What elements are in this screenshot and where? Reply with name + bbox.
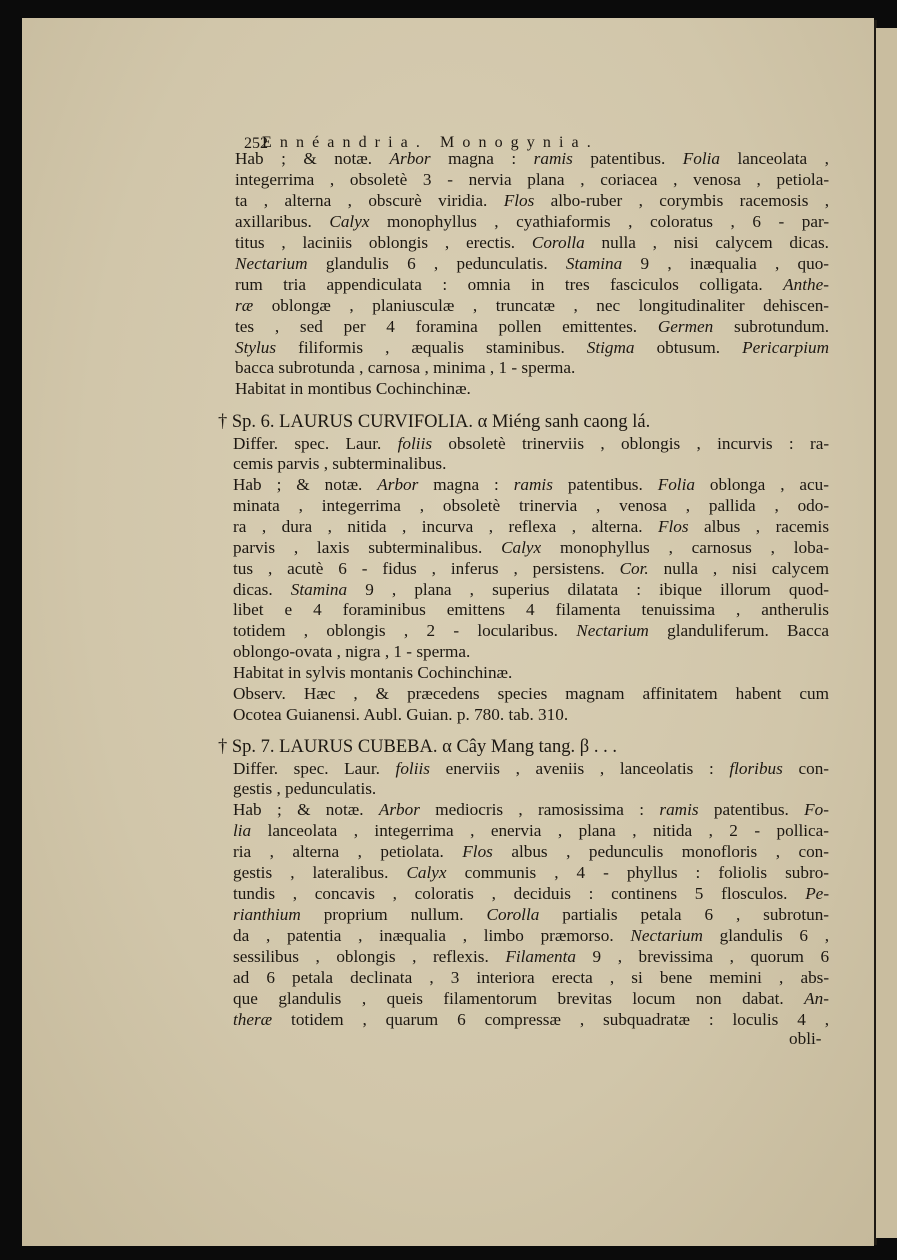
text-line: ria , alterna , petiolata. Flos albus , pedunculis monofloris , con- [233, 842, 829, 861]
text-line: tus , acutè 6 - fidus , inferus , persistens. Cor. nulla , nisi calycem [233, 559, 830, 578]
running-head-text: Ennéandria. Monogynia. [262, 134, 599, 151]
text-line: ta , alterna , obscurè viridia. Flos albo-ruber , corymbis racemosis , [235, 191, 830, 210]
text-line: rianthium proprium nullum. Corolla partialis petala 6 , subrotun- [233, 905, 830, 924]
text-line: ra , dura , nitida , incurva , reflexa , alterna. Flos albus , racemis [233, 517, 830, 536]
text-line: bacca subrotunda , carnosa , minima , 1 - sperma. [235, 358, 576, 377]
species-heading: † Sp. 7. LAURUS CUBEBA. α Câу Mang tang. β . . . [218, 737, 617, 757]
facing-page-edge [876, 28, 897, 1238]
text-line: Differ. spec. Laur. foliis obsoletè trinerviis , oblongis , incurvis : ra- [233, 434, 830, 453]
text-line: obli- [789, 1029, 822, 1048]
book-page [22, 18, 874, 1246]
text-line: Stylus filiformis , æqualis staminibus. Stigma obtusum. Pericarpium [235, 338, 829, 357]
text-line: Hab ; & notæ. Arbor magna : ramis patentibus. Folia oblonga , acu- [233, 475, 829, 494]
text-line: Hab ; & notæ. Arbor magna : ramis patentibus. Folia lanceolata , [235, 149, 829, 168]
text-line: gestis , lateralibus. Calyx communis , 4 - phyllus : foliolis subro- [233, 863, 830, 882]
species-heading: † Sp. 6. LAURUS CURVIFOLIA. α Miéng sanh caong lá. [218, 412, 651, 432]
text-line: sessilibus , oblongis , reflexis. Filamenta 9 , brevissima , quorum 6 [233, 947, 830, 966]
text-line: Nectarium glandulis 6 , pedunculatis. Stamina 9 , inæqualia , quo- [235, 254, 830, 273]
text-line: tes , sed per 4 foramina pollen emittentes. Germen subrotundum. [235, 317, 830, 336]
text-line: titus , laciniis oblongis , erectis. Corolla nulla , nisi calycem dicas. [235, 233, 829, 252]
page-number: 252 [244, 135, 268, 152]
text-line: integerrima , obsoletè 3 - nervia plana , coriacea , venosa , petiola- [235, 170, 830, 189]
text-line: cemis parvis , subterminalibus. [233, 454, 447, 473]
text-line: lia lanceolata , integerrima , enervia , plana , nitida , 2 - pollica- [233, 821, 829, 840]
text-line: Ocotea Guianensi. Aubl. Guian. p. 780. tab. 310. [233, 705, 569, 724]
text-line: theræ totidem , quarum 6 compressæ , subquadratæ : loculis 4 , [233, 1010, 830, 1029]
text-line: gestis , pedunculatis. [233, 779, 377, 798]
text-line: oblongo-ovata , nigra , 1 - sperma. [233, 642, 471, 661]
text-line: totidem , oblongis , 2 - locularibus. Nectarium glanduliferum. Bacca [233, 621, 830, 640]
text-line: ræ oblongæ , planiusculæ , truncatæ , nec longitudinaliter dehiscen- [235, 296, 830, 315]
text-line: tundis , concavis , coloratis , deciduis : continens 5 flosculos. Pe- [233, 884, 830, 903]
text-line: parvis , laxis subterminalibus. Calyx monophyllus , carnosus , loba- [233, 538, 830, 557]
text-line: Hab ; & notæ. Arbor mediocris , ramosissima : ramis patentibus. Fo- [233, 800, 829, 819]
text-line: da , patentia , inæqualia , limbo præmorso. Nectarium glandulis 6 , [233, 926, 830, 945]
text-line: ad 6 petala declinata , 3 interiora erecta , si bene memini , abs- [233, 968, 830, 987]
text-line: Observ. Hæc , & præcedens species magnam affinitatem habent cum [233, 684, 830, 703]
text-line: minata , integerrima , obsoletè trinervia , venosa , pallida , odo- [233, 496, 830, 515]
text-line: Habitat in montibus Cochinchinæ. [235, 379, 471, 398]
text-line: Habitat in sylvis montanis Cochinchinæ. [233, 663, 513, 682]
text-line: Differ. spec. Laur. foliis enerviis , aveniis , lanceolatis : floribus con- [233, 759, 830, 778]
text-line: dicas. Stamina 9 , plana , superius dilatata : ibique illorum quod- [233, 580, 830, 599]
text-line: libet e 4 foraminibus emittens 4 filamenta tenuissima , antherulis [233, 600, 829, 619]
text-line: rum tria appendiculata : omnia in tres fasciculos colligata. Anthe- [235, 275, 829, 294]
text-line: que glandulis , queis filamentorum brevitas locum non dabat. An- [233, 989, 829, 1008]
text-line: axillaribus. Calyx monophyllus , cyathiaformis , coloratus , 6 - par- [235, 212, 830, 231]
